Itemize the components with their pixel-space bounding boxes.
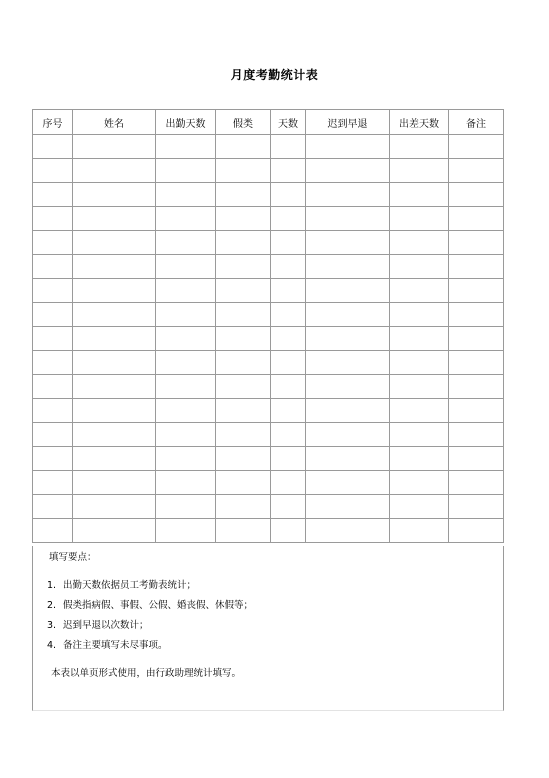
table-cell xyxy=(156,399,216,423)
table-cell xyxy=(449,207,504,231)
table-cell xyxy=(156,351,216,375)
table-cell xyxy=(33,471,73,495)
table-cell xyxy=(216,303,271,327)
table-cell xyxy=(156,519,216,543)
table-cell xyxy=(449,375,504,399)
table-cell xyxy=(216,471,271,495)
table-cell xyxy=(390,303,449,327)
list-item-text: 假类指病假、事假、公假、婚丧假、休假等； xyxy=(63,600,254,611)
table-cell xyxy=(306,447,390,471)
table-cell xyxy=(271,255,306,279)
table-row xyxy=(33,303,504,327)
table-cell xyxy=(271,327,306,351)
table-cell xyxy=(271,519,306,543)
column-header-index: 序号 xyxy=(33,110,73,135)
table-cell xyxy=(73,519,156,543)
table-cell xyxy=(449,519,504,543)
column-header-late-early: 迟到早退 xyxy=(306,110,390,135)
table-cell xyxy=(156,231,216,255)
table-cell xyxy=(73,399,156,423)
table-cell xyxy=(156,255,216,279)
table-cell xyxy=(306,471,390,495)
table-row xyxy=(33,471,504,495)
table-cell xyxy=(306,375,390,399)
table-cell xyxy=(390,471,449,495)
table-cell xyxy=(271,399,306,423)
table-row xyxy=(33,135,504,159)
list-item xyxy=(47,576,253,596)
table-cell xyxy=(33,159,73,183)
table-cell xyxy=(156,375,216,399)
table-cell xyxy=(271,375,306,399)
table-cell xyxy=(390,495,449,519)
table-cell xyxy=(390,183,449,207)
table-cell xyxy=(73,303,156,327)
table-cell xyxy=(306,159,390,183)
table-cell xyxy=(390,327,449,351)
list-item xyxy=(47,596,253,616)
table-cell xyxy=(271,183,306,207)
table-cell xyxy=(73,327,156,351)
table-cell xyxy=(271,279,306,303)
table-cell xyxy=(449,183,504,207)
table-cell xyxy=(390,135,449,159)
column-header-attendance-days: 出勤天数 xyxy=(156,110,216,135)
table-cell xyxy=(449,423,504,447)
list-item xyxy=(47,636,253,656)
table-cell xyxy=(449,399,504,423)
table-cell xyxy=(271,423,306,447)
table-cell xyxy=(73,471,156,495)
table-cell xyxy=(306,519,390,543)
list-item-text: 出勤天数依据员工考勤表统计； xyxy=(63,580,197,591)
attendance-table xyxy=(32,109,504,543)
list-item-text: 迟到早退以次数计； xyxy=(63,620,149,631)
table-cell xyxy=(33,255,73,279)
table-row xyxy=(33,519,504,543)
table-row xyxy=(33,423,504,447)
table-cell xyxy=(306,255,390,279)
table-cell xyxy=(33,135,73,159)
table-cell xyxy=(156,135,216,159)
notes-section xyxy=(32,546,504,711)
table-cell xyxy=(216,255,271,279)
table-cell xyxy=(216,423,271,447)
list-item xyxy=(47,616,253,636)
table-cell xyxy=(33,399,73,423)
table-cell xyxy=(216,183,271,207)
table-cell xyxy=(156,303,216,327)
table-cell xyxy=(156,183,216,207)
table-cell xyxy=(156,159,216,183)
list-item-number: 2. xyxy=(47,600,57,611)
table-cell xyxy=(33,495,73,519)
table-cell xyxy=(271,159,306,183)
table-cell xyxy=(156,423,216,447)
table-cell xyxy=(306,303,390,327)
column-header-leave-type: 假类 xyxy=(216,110,271,135)
table-cell xyxy=(390,159,449,183)
table-cell xyxy=(33,327,73,351)
table-cell xyxy=(33,447,73,471)
table-cell xyxy=(33,183,73,207)
table-row xyxy=(33,183,504,207)
table-cell xyxy=(73,207,156,231)
table-row xyxy=(33,159,504,183)
table-cell xyxy=(33,375,73,399)
table-cell xyxy=(156,207,216,231)
table-row xyxy=(33,495,504,519)
table-cell xyxy=(216,447,271,471)
table-cell xyxy=(390,351,449,375)
table-cell xyxy=(216,135,271,159)
table-cell xyxy=(73,183,156,207)
table-cell xyxy=(306,327,390,351)
table-cell xyxy=(156,471,216,495)
table-cell xyxy=(449,471,504,495)
table-cell xyxy=(156,495,216,519)
table-cell xyxy=(306,135,390,159)
table-row xyxy=(33,327,504,351)
table-cell xyxy=(390,279,449,303)
table-cell xyxy=(449,351,504,375)
table-cell xyxy=(33,231,73,255)
table-cell xyxy=(73,255,156,279)
table-cell xyxy=(449,159,504,183)
table-cell xyxy=(216,519,271,543)
table-cell xyxy=(73,231,156,255)
table-cell xyxy=(390,519,449,543)
table-header-row xyxy=(33,110,504,135)
table-cell xyxy=(33,207,73,231)
table-cell xyxy=(271,231,306,255)
column-header-remarks: 备注 xyxy=(449,110,504,135)
table-cell xyxy=(216,351,271,375)
table-cell xyxy=(216,207,271,231)
table-cell xyxy=(216,327,271,351)
page-title: 月度考勤统计表 xyxy=(230,68,319,82)
table-cell xyxy=(306,231,390,255)
table-cell xyxy=(216,399,271,423)
table-cell xyxy=(390,447,449,471)
table-cell xyxy=(73,351,156,375)
table-cell xyxy=(390,399,449,423)
table-cell xyxy=(306,423,390,447)
table-row xyxy=(33,375,504,399)
table-cell xyxy=(73,495,156,519)
column-header-name: 姓名 xyxy=(73,110,156,135)
list-item-number: 1. xyxy=(47,580,57,591)
table-cell xyxy=(306,279,390,303)
list-item-number: 4. xyxy=(47,640,57,651)
table-cell xyxy=(390,231,449,255)
table-cell xyxy=(216,495,271,519)
table-cell xyxy=(271,303,306,327)
table-cell xyxy=(449,279,504,303)
table-cell xyxy=(306,399,390,423)
table-cell xyxy=(73,375,156,399)
list-item-number: 3. xyxy=(47,620,57,631)
table-cell xyxy=(271,351,306,375)
table-cell xyxy=(156,279,216,303)
table-cell xyxy=(449,231,504,255)
table-cell xyxy=(306,183,390,207)
table-cell xyxy=(216,231,271,255)
table-row xyxy=(33,207,504,231)
table-cell xyxy=(73,423,156,447)
notes-footer: 本表以单页形式使用，由行政助理统计填写。 xyxy=(51,668,242,679)
table-cell xyxy=(73,279,156,303)
table-row xyxy=(33,279,504,303)
table-row xyxy=(33,351,504,375)
table-cell xyxy=(271,135,306,159)
table-cell xyxy=(449,303,504,327)
table-cell xyxy=(449,255,504,279)
table-cell xyxy=(271,447,306,471)
table-cell xyxy=(449,327,504,351)
table-cell xyxy=(390,423,449,447)
table-cell xyxy=(306,207,390,231)
table-row xyxy=(33,231,504,255)
table-cell xyxy=(449,135,504,159)
table-cell xyxy=(271,495,306,519)
table-cell xyxy=(33,423,73,447)
table-cell xyxy=(73,135,156,159)
column-header-business-trip-days: 出差天数 xyxy=(390,110,449,135)
column-header-leave-days: 天数 xyxy=(271,110,306,135)
table-cell xyxy=(271,471,306,495)
table-cell xyxy=(216,279,271,303)
table-cell xyxy=(33,279,73,303)
table-cell xyxy=(306,495,390,519)
notes-list xyxy=(47,576,253,656)
notes-heading: 填写要点： xyxy=(49,552,97,563)
table-cell xyxy=(33,303,73,327)
table-cell xyxy=(390,375,449,399)
table-cell xyxy=(73,447,156,471)
table-cell xyxy=(390,255,449,279)
table-cell xyxy=(33,351,73,375)
list-item-text: 备注主要填写未尽事项。 xyxy=(63,640,168,651)
table-cell xyxy=(390,207,449,231)
table-row xyxy=(33,399,504,423)
table-row xyxy=(33,447,504,471)
table-row xyxy=(33,255,504,279)
table-cell xyxy=(449,447,504,471)
table-cell xyxy=(306,351,390,375)
table-cell xyxy=(156,327,216,351)
table-cell xyxy=(449,495,504,519)
table-cell xyxy=(216,375,271,399)
table-cell xyxy=(271,207,306,231)
table-cell xyxy=(33,519,73,543)
table-cell xyxy=(216,159,271,183)
table-cell xyxy=(156,447,216,471)
table-cell xyxy=(73,159,156,183)
